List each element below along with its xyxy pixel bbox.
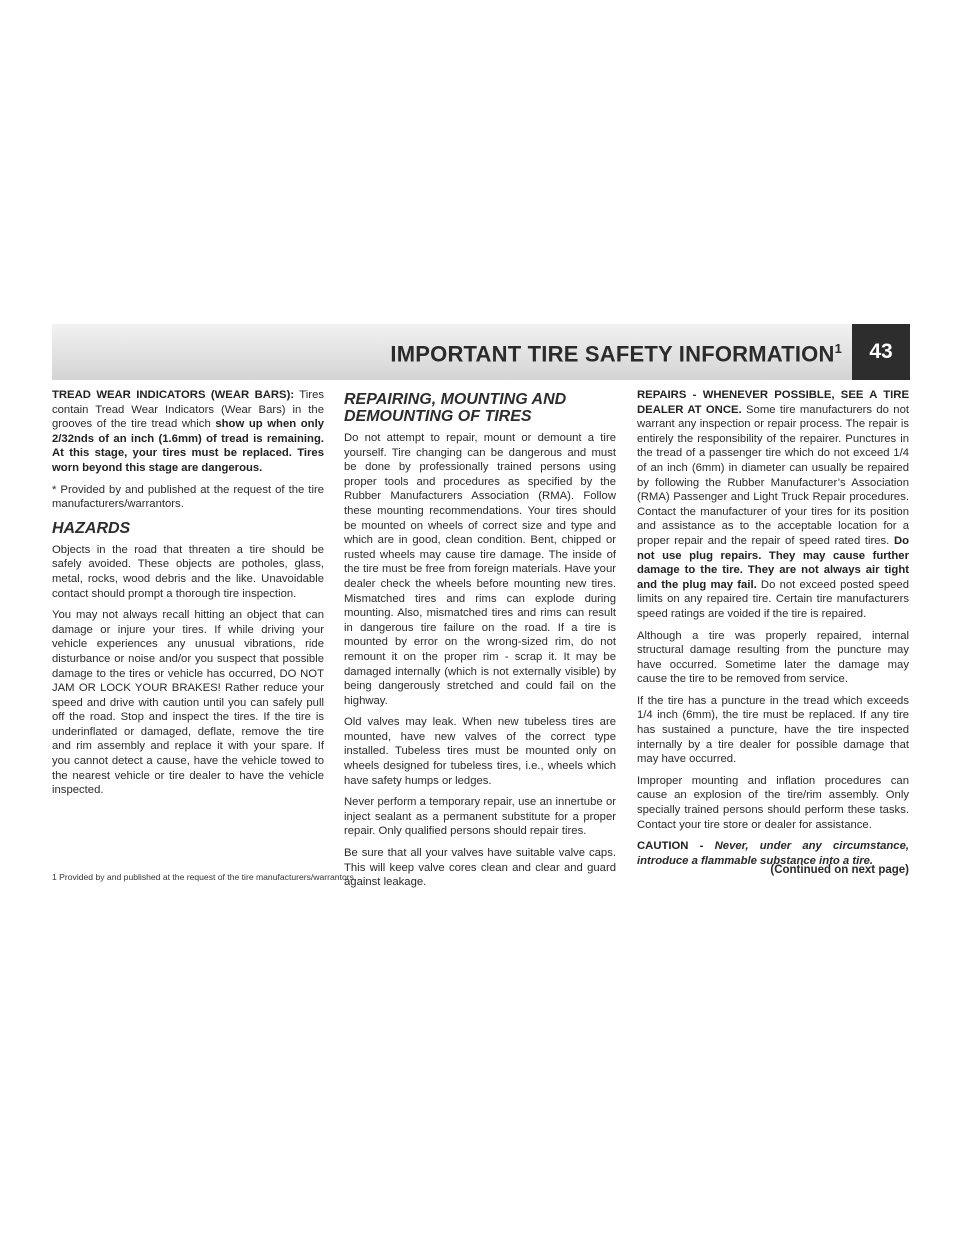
column-left: [52, 388, 324, 805]
internal-damage-paragraph: Although a tire was properly repaired, internal structural damage resulting from the puncture may have occurred. Sometime later the damage may cause the tire to be removed from service.: [637, 629, 909, 686]
repairing-paragraph-4: Be sure that all your valves have suitable valve caps. This will keep valve cores clean and clear and guard against leakage.: [344, 847, 616, 889]
mounting-paragraph: Improper mounting and inflation procedures can cause an explosion of the tire/rim assembly. Only specially trained persons should perform these tasks. Contact your tire store or dealer for assistance.: [637, 774, 909, 831]
section-title-text: IMPORTANT TIRE SAFETY INFORMATION: [390, 341, 835, 367]
page-number: 43: [852, 324, 910, 380]
section-title: [390, 341, 842, 367]
plug-repair-warning: Do not use plug repairs. They may cause further damage to the tire. They are not always air tight and the plug may fail.: [637, 534, 909, 591]
footnote-marker: 1: [834, 341, 842, 356]
column-middle: [344, 388, 616, 897]
tread-wear-heading: TREAD WEAR INDICATORS (WEAR BARS):: [52, 389, 295, 401]
repairing-paragraph-1: Do not attempt to repair, mount or demount a tire yourself. Tire changing can be dangerous and must be done by professionally trained persons using proper tools and procedures as specified by the Rubber Manufacturers Association (RMA). Follow these mounting recommendations. Your tires should be mounted on wheels of correct size and type and which are in good, clean condition. Bent, chipped or rusted wheels may cause tire damage. The inside of the tire must be free from foreign materials. Have your dealer check the wheels before mounting new tires. Mismatched tires and rims can explode during mounting. Also, mismatched tires and rims can result in dangerous tire failure on the road. If a tire is mounted by error on the wrong-sized rim, do not remount it on the proper rim - scrap it. It may be damaged internally (which is not externally visible) by being dangerously stretched and could fail on the highway.: [344, 432, 616, 707]
footnote: 1 Provided by and published at the request of the tire manufacturers/warrantors.: [52, 872, 357, 882]
repairs-text-2: Do not exceed posted speed limits on any repaired tire. Certain tire manufacturers speed ratings are voided if the tire is repaired.: [637, 578, 909, 620]
caution-label: CAUTION -: [637, 840, 715, 853]
hazards-paragraph-1: Objects in the road that threaten a tire should be safely avoided. These objects are potholes, glass, metal, rocks, wood debris and the like. Unavoidable contact should prompt a thorough tire inspection.: [52, 543, 324, 600]
repairs-paragraph: [637, 388, 909, 622]
continued-note: (Continued on next page): [770, 864, 909, 876]
column-right: [637, 388, 909, 875]
hazards-paragraph-2: You may not always recall hitting an object that can damage or injure your tires. If while driving your vehicle experiences any unusual vibrations, ride disturbance or noise and/or you suspect that possible damage to the tires or vehicle has occurred, DO NOT JAM OR LOCK YOUR BRAKES! Rather reduce your speed and drive with caution until you can safely pull off the road. Stop and inspect the tires. If the tire is underinflated or damaged, deflate, remove the tire and rim assembly and replace it with your spare. If you cannot detect a cause, have the vehicle towed to the nearest vehicle or tire dealer to have the vehicle inspected.: [52, 609, 324, 797]
tread-wear-text: Tires contain Tread Wear Indicators (Wear Bars) in the grooves of the tire tread which: [52, 389, 324, 431]
tread-wear-paragraph: [52, 388, 324, 476]
puncture-paragraph: If the tire has a puncture in the tread which exceeds 1/4 inch (6mm), the tire must be replaced. If any tire has sustained a puncture, have the tire inspected internally by a tire dealer for possible damage that may have occurred.: [637, 694, 909, 766]
repairing-heading: REPAIRING, MOUNTING AND DEMOUNTING OF TIRES: [344, 391, 567, 425]
tread-wear-warning: show up when only 2/32nds of an inch (1.6mm) of tread is remaining. At this stage, your tires must be replaced. Tires worn beyond this stage are dangerous.: [52, 418, 324, 474]
hazards-heading: HAZARDS: [52, 519, 131, 537]
repairs-heading: REPAIRS - WHENEVER POSSIBLE, SEE A TIRE DEALER AT ONCE.: [637, 389, 909, 416]
section-header-band: [52, 324, 852, 380]
caution-text: Never, under any circumstance, introduce a flammable substance into a tire.: [637, 840, 909, 867]
provided-note: * Provided by and published at the request of the tire manufacturers/warrantors.: [52, 483, 324, 511]
repairing-paragraph-3: Never perform a temporary repair, use an innertube or inject sealant as a permanent substitute for a proper repair. Only qualified persons should repair tires.: [344, 796, 616, 838]
repairs-text: Some tire manufacturers do not warrant any inspection or repair process. The repair is entirely the responsibility of the repairer. Punctures in the tread of a passenger tire which do not exceed 1/4 of an inch (6mm) in diameter can usually be repaired by following the Rubber Manufacturer’s Association (RMA) Passenger and Light Truck Repair procedures. Contact the manufacturer of your tires for its position and assistance as to the acceptable location for a proper repair and the repair of speed rated tires.: [637, 403, 909, 547]
repairing-paragraph-2: Old valves may leak. When new tubeless tires are mounted, have new valves of the correct type installed. Tubeless tires must be mounted only on wheels designed for tubeless tires, i.e., wheels which have safety humps or ledges.: [344, 716, 616, 787]
